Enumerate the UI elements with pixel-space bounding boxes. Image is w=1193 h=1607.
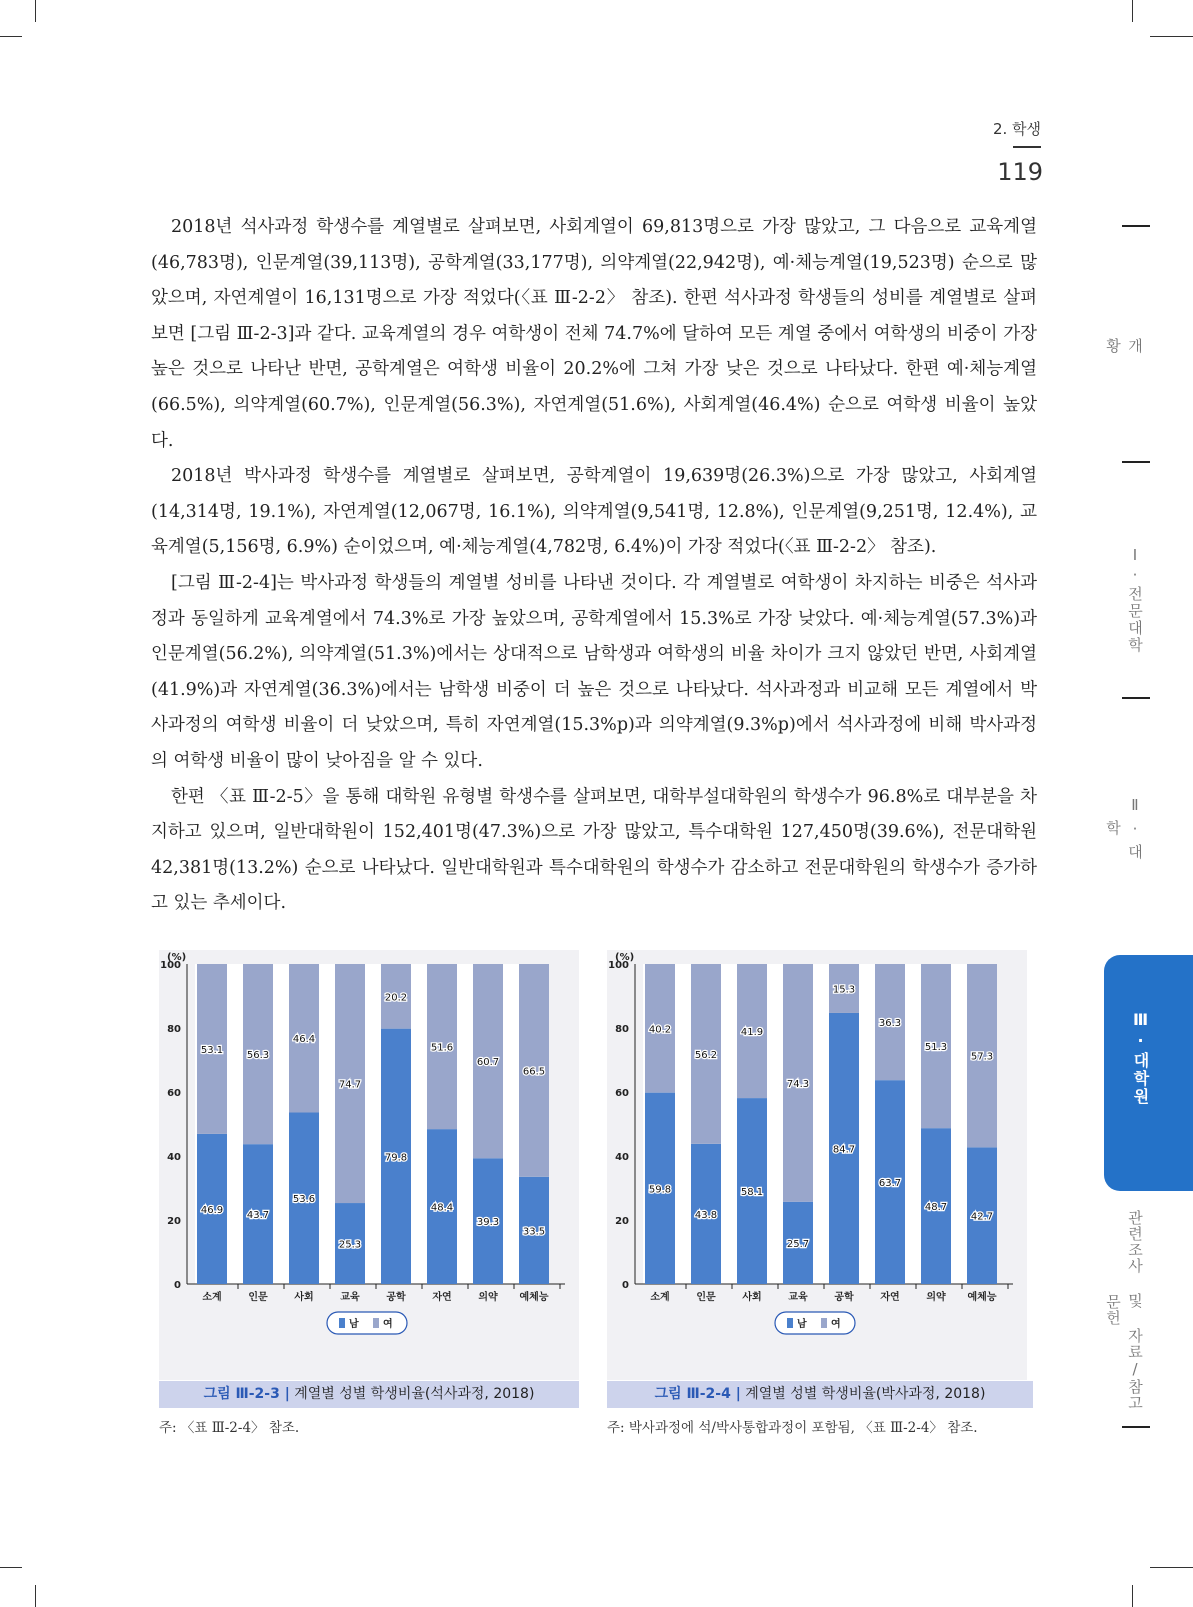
y-tick-label: 40 [615,1152,629,1163]
section-title: 2. 학생 [992,120,1041,138]
legend-swatch-female [821,1318,827,1328]
data-label-male: 48.7 [924,1202,948,1214]
data-label-male: 48.4 [430,1202,454,1214]
y-tick-label: 0 [174,1280,181,1291]
legend-label-male: 남 [797,1319,807,1330]
data-label-male: 43.7 [246,1210,270,1222]
y-tick-label: 80 [615,1024,629,1035]
data-label-female: 60.7 [476,1057,500,1069]
data-label-male: 53.6 [292,1194,316,1206]
figure-number: 그림 Ⅲ-2-4 | [654,1386,741,1402]
y-tick-label: 100 [608,960,629,971]
data-label-female: 53.1 [200,1044,224,1056]
legend-label-female: 여 [831,1319,841,1330]
x-tick-label: 공학 [834,1292,854,1303]
y-tick-label: 20 [167,1216,181,1227]
x-tick-label: 의약 [926,1292,946,1303]
unit-label: (%) [167,952,187,963]
data-label-male: 79.8 [384,1152,408,1164]
nav-item-college[interactable]: Ⅰ·전문대학 [1126,546,1144,654]
x-tick-label: 교육 [340,1292,360,1303]
x-tick-label: 자연 [432,1292,452,1303]
crop-mark [35,1585,36,1607]
data-label-male: 59.8 [648,1184,672,1196]
nav-divider [1122,1426,1150,1428]
data-label-female: 74.7 [338,1079,362,1091]
chart-doctoral [607,950,1027,1380]
nav-item-overview[interactable]: 개 황 [1104,337,1144,367]
paragraph: 한편 〈표 Ⅲ-2-5〉을 통해 대학원 유형별 학생수를 살펴보면, 대학부설대학원의 학생수가 96.8%로 대부분을 차지하고 있으며, 일반대학원이 152,401명(47.3%)으로 가장 많았고, 특수대학원 127,450명(39.6%), 전문대학원 42,381명(13.2%) 순으로 나타났다. 일반대학원과 특수대학원의 학생수가 감소하고 전문대학원의 학생수가 증가하고 있는 추세이다. [151,786,1037,914]
data-label-female: 15.3 [832,984,856,996]
x-tick-label: 예체능 [519,1292,549,1303]
data-label-male: 58.1 [740,1187,764,1199]
y-tick-label: 60 [167,1088,181,1099]
legend-label-male: 남 [349,1319,359,1330]
y-tick-label: 60 [615,1088,629,1099]
data-label-female: 74.3 [786,1078,810,1090]
data-label-female: 56.3 [246,1050,270,1062]
y-tick-label: 100 [160,960,181,971]
header-divider [1013,146,1041,148]
paragraph: 2018년 석사과정 학생수를 계열별로 살펴보면, 사회계열이 69,813명으로 가장 많았고, 그 다음으로 교육계열(46,783명), 인문계열(39,113명), 공학계열(33,177명), 의약계열(22,942명), 예·체능계열(19,523명) 순으로 많았으며, 자연계열이 16,131명으로 가장 적었다(〈표 Ⅲ-2-2〉 참조). 한편 석사과정 학생들의 성비를 계열별로 살펴보면 [그림 Ⅲ-2-3]과 같다. 교육계열의 경우 여학생이 전체 74.7%에 달하여 모든 계열 중에서 여학생의 비중이 가장 높은 것으로 나타난 반면, 공학계열은 여학생 비율이 20.2%에 그쳐 가장 낮은 것으로 나타났다. 한편 예·체능계열(66.5%), 의약계열(60.7%), 인문계열(56.3%), 자연계열(51.6%), 사회계열(46.4%) 순으로 여학생 비율이 높았다. [151,217,1037,451]
paragraph: 2018년 박사과정 학생수를 계열별로 살펴보면, 공학계열이 19,639명(26.3%)으로 가장 많았고, 사회계열(14,314명, 19.1%), 자연계열(12,067명, 16.1%), 의약계열(9,541명, 12.8%), 인문계열(9,251명, 12.4%), 교육계열(5,156명, 6.9%) 순이었으며, 예·체능계열(4,782명, 6.4%)이 가장 적었다(〈표 Ⅲ-2-2〉 참조). [151,466,1037,558]
data-label-female: 36.3 [878,1018,902,1030]
data-label-male: 25.3 [338,1239,362,1251]
y-tick-label: 40 [167,1152,181,1163]
x-tick-label: 자연 [880,1292,900,1303]
body-text [151,210,1037,922]
data-label-female: 20.2 [384,992,408,1004]
crop-mark [35,0,36,22]
figure-title: 계열별 성별 학생비율(박사과정, 2018) [740,1386,986,1402]
data-label-female: 41.9 [740,1027,764,1039]
chart-master [159,950,579,1380]
chart-doctoral-svg [607,950,1027,1380]
nav-divider [1122,697,1150,699]
legend-label-female: 여 [383,1319,393,1330]
x-tick-label: 인문 [696,1292,716,1303]
nav-divider [1122,225,1150,227]
chart-master-svg [159,950,579,1380]
x-tick-label: 소계 [202,1292,222,1303]
data-label-male: 42.7 [970,1211,994,1223]
data-label-male: 33.5 [522,1226,546,1238]
figure-note: 주: 〈표 Ⅲ-2-4〉 참조. [159,1420,300,1436]
data-label-female: 51.6 [430,1042,454,1054]
figure-note: 주: 박사과정에 석/박사통합과정이 포함됨, 〈표 Ⅲ-2-4〉 참조. [607,1420,978,1436]
figure-caption [159,1381,579,1408]
x-tick-label: 소계 [650,1292,670,1303]
nav-item-references[interactable]: 관련조사 및 자료/참고문헌 [1104,1209,1144,1411]
nav-divider [1122,461,1150,463]
nav-item-university[interactable]: Ⅱ·대 학 [1104,795,1144,865]
x-tick-label: 교육 [788,1292,808,1303]
data-label-male: 39.3 [476,1217,500,1229]
data-label-female: 51.3 [924,1042,948,1054]
paragraph: [그림 Ⅲ-2-4]는 박사과정 학생들의 계열별 성비를 나타낸 것이다. 각 계열별로 여학생이 차지하는 비중은 석사과정과 동일하게 교육계열에서 74.3%로 가장 높았으며, 공학계열에서 15.3%로 가장 낮았다. 예·체능계열(57.3%)과 인문계열(56.2%), 의약계열(51.3%)에서는 상대적으로 남학생과 여학생의 비율 차이가 크지 않았던 반면, 사회계열(41.9%)과 자연계열(36.3%)에서는 남학생 비중이 더 높은 것으로 나타났다. 석사과정과 비교해 모든 계열에서 박사과정의 여학생 비율이 더 낮았으며, 특히 자연계열(15.3%p)과 의약계열(9.3%p)에서 석사과정에 비해 박사과정의 여학생 비율이 많이 낮아짐을 알 수 있다. [151,572,1037,771]
data-label-male: 84.7 [832,1144,856,1156]
y-tick-label: 0 [622,1280,629,1291]
nav-item-graduate[interactable]: Ⅲ·대학원 [1131,1010,1150,1106]
unit-label: (%) [615,952,635,963]
legend-swatch-female [373,1318,379,1328]
legend-swatch-male [787,1318,793,1328]
x-tick-label: 공학 [386,1292,406,1303]
data-label-female: 40.2 [648,1024,672,1036]
x-tick-label: 사회 [294,1292,314,1303]
x-tick-label: 사회 [742,1292,762,1303]
legend-swatch-male [339,1318,345,1328]
data-label-female: 46.4 [292,1034,316,1046]
data-label-male: 46.9 [200,1204,224,1216]
page-number: 119 [997,158,1043,186]
data-label-male: 63.7 [878,1178,902,1190]
figure-caption [607,1381,1033,1408]
x-tick-label: 예체능 [967,1292,997,1303]
x-tick-label: 의약 [478,1292,498,1303]
data-label-male: 25.7 [786,1238,810,1250]
crop-mark [0,36,22,37]
data-label-female: 56.2 [694,1049,718,1061]
y-tick-label: 80 [167,1024,181,1035]
crop-mark [0,1567,22,1568]
data-label-female: 57.3 [970,1051,994,1063]
figure-number: 그림 Ⅲ-2-3 | [203,1386,290,1402]
figure-title: 계열별 성별 학생비율(석사과정, 2018) [289,1386,535,1402]
y-tick-label: 20 [615,1216,629,1227]
x-tick-label: 인문 [248,1292,268,1303]
data-label-female: 66.5 [522,1066,546,1078]
data-label-male: 43.8 [694,1209,718,1221]
